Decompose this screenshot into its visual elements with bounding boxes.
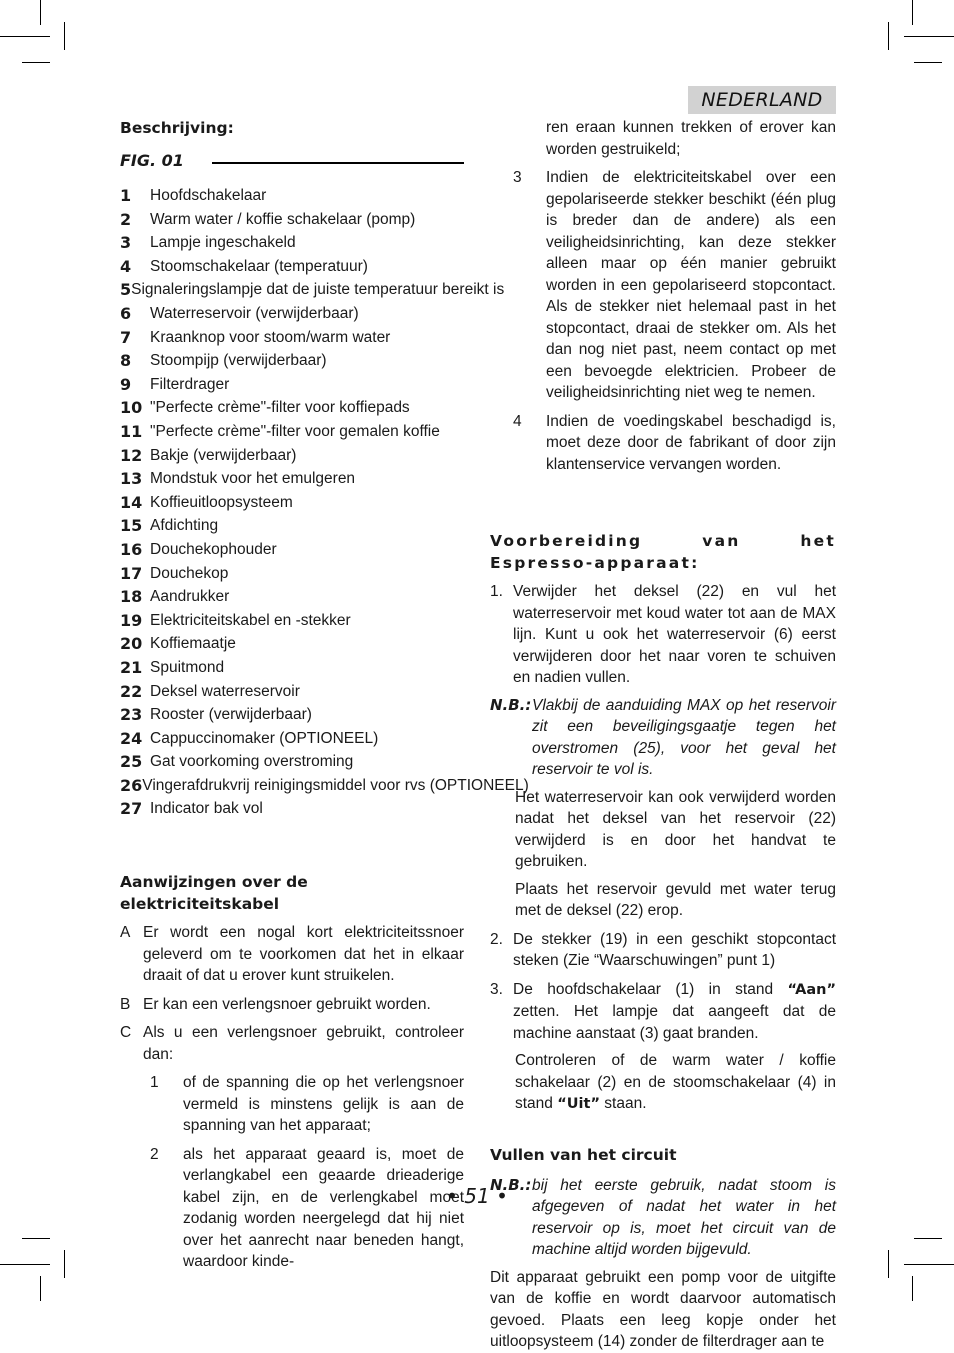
part-name: Hoofdschakelaar <box>150 187 267 205</box>
part-name: Bakje (verwijderbaar) <box>150 446 297 464</box>
part-number: 7 <box>120 327 132 347</box>
prep-step-3 <box>490 979 836 1045</box>
part-name: Gat voorkoming overstroming <box>150 753 354 771</box>
check-text-part: Controleren of de warm water / koffie schakelaar (2) en de stoomschakelaar (4) in stand <box>515 1052 836 1112</box>
part-item <box>120 609 464 633</box>
part-name: Koffiemaatje <box>150 635 236 653</box>
part-number: 16 <box>120 539 143 559</box>
part-item <box>120 444 464 468</box>
part-item <box>120 679 464 703</box>
note-1 <box>490 695 836 781</box>
part-item <box>120 231 464 255</box>
note-key: N.B.: <box>490 695 532 714</box>
part-name: Aandrukker <box>150 588 230 606</box>
part-name: Koffieuitloopsysteem <box>150 493 293 511</box>
step-text: Verwijder het deksel (22) en vul het waterreservoir met koud water tot aan de MAX lijn. Kunt u ook het waterreservoir (6) eerst verwijderen door het naar voren te schuiven en nadien vullen. <box>513 583 836 686</box>
cable-sublist-cont <box>490 167 836 475</box>
part-name: Warm water / koffie schakelaar (pomp) <box>150 210 416 228</box>
note-key: N.B.: <box>490 1175 532 1194</box>
crop-mark <box>914 1238 942 1239</box>
part-item <box>120 184 464 208</box>
cable-subitem <box>513 411 836 476</box>
part-item <box>120 491 464 515</box>
part-name: Vingerafdrukvrij reinigingsmiddel voor rvs (OPTIONEEL) <box>142 776 529 794</box>
crop-mark <box>904 1264 954 1265</box>
crop-mark <box>888 1250 889 1278</box>
replace-text: Plaats het reservoir gevuld met water terug met de deksel (22) erop. <box>515 880 836 919</box>
crop-mark <box>0 1264 50 1265</box>
item-label: 2 <box>150 1145 159 1163</box>
item-text: als het apparaat geaard is, moet de verlangkabel een geaarde drieaderige kabel zijn, en de verlengkabel moet zodanig worden neergelegd dat hij niet over het aanrecht naar beneden hangt, waardoor kinde- <box>183 1145 464 1271</box>
crop-mark <box>40 0 41 25</box>
item-label: B <box>120 995 131 1013</box>
fig-label: FIG. 01 <box>120 151 184 171</box>
part-item <box>120 278 505 302</box>
description-heading: Beschrijving: <box>120 119 234 137</box>
part-name: Stoompijp (verwijderbaar) <box>150 352 327 370</box>
part-name: Spuitmond <box>150 658 225 676</box>
part-item <box>120 656 464 680</box>
crop-mark <box>914 62 942 63</box>
part-number: 24 <box>120 728 143 748</box>
item-label: 4 <box>513 412 522 430</box>
item-text: Er kan een verlengsnoer gebruikt worden. <box>143 995 431 1013</box>
part-name: "Perfecte crème"-filter voor gemalen koffie <box>150 422 440 440</box>
part-item <box>120 727 464 751</box>
crop-mark <box>912 0 913 25</box>
language-tab: NEDERLAND <box>688 86 836 114</box>
cable-heading: Aanwijzingen over de elektriciteitskabel <box>120 873 308 914</box>
prep-step-1 <box>490 581 836 689</box>
part-item <box>120 326 464 350</box>
cable-list <box>120 922 464 1065</box>
part-number: 6 <box>120 304 132 324</box>
cable-item <box>120 994 464 1016</box>
part-number: 8 <box>120 351 132 371</box>
part-name: Deksel waterreservoir <box>150 682 300 700</box>
part-number: 19 <box>120 610 143 630</box>
part-item <box>120 349 464 373</box>
part-name: Signaleringslampje dat de juiste temperatuur bereikt is <box>131 281 505 299</box>
part-name: "Perfecte crème"-filter voor koffiepads <box>150 399 410 417</box>
crop-mark <box>22 62 50 63</box>
pump-text: Dit apparaat gebruikt een pomp voor de uitgifte van de koffie en wordt daarvoor automatisch gevoed. Plaats een leeg kopje onder het uitloopsysteem (14) zonder de filterdrager aan te <box>490 1268 836 1350</box>
part-item <box>120 514 464 538</box>
part-number: 14 <box>120 492 143 512</box>
step-number: 2. <box>490 930 503 948</box>
part-item <box>120 420 464 444</box>
cable-subitem <box>513 167 836 404</box>
crop-mark <box>40 1276 41 1301</box>
part-number: 17 <box>120 563 143 583</box>
part-name: Waterreservoir (verwijderbaar) <box>150 305 359 323</box>
part-item <box>120 467 464 491</box>
cable-item <box>120 1022 464 1065</box>
part-name: Cappuccinomaker (OPTIONEEL) <box>150 729 379 747</box>
crop-mark <box>64 22 65 50</box>
part-item <box>120 396 464 420</box>
check-text <box>490 1050 836 1116</box>
note-text: Vlakbij de aanduiding MAX op het reservoir zit een beveiligingsgaatje tegen het overstromen (25), voor het geval het reservoir te vol is. <box>532 696 836 778</box>
crop-mark <box>22 1238 50 1239</box>
part-number: 15 <box>120 516 143 536</box>
prep-heading: Voorbereiding van het Espresso-apparaat: <box>490 532 836 572</box>
item-label: A <box>120 924 131 942</box>
part-name: Kraanknop voor stoom/warm water <box>150 328 391 346</box>
part-name: Filterdrager <box>150 375 230 393</box>
check-text-part: staan. <box>599 1095 647 1112</box>
right-column <box>490 117 836 1353</box>
note-text: bij het eerste gebruik, nadat stoom is afgegeven of nadat het water in het reservoir op is, moet het circuit van de machine altijd worden bijgevuld. <box>532 1176 836 1258</box>
cable-sublist <box>120 1072 464 1273</box>
part-number: 5 <box>120 280 132 300</box>
item-text: of de spanning die op het verlengsnoer vermeld is minstens gelijk is aan de spanning van het apparaat; <box>183 1074 464 1135</box>
item-label: 1 <box>150 1074 159 1092</box>
step-number: 1. <box>490 583 503 600</box>
step-text-part: De hoofdschakelaar (1) in stand <box>513 980 788 998</box>
item-text: Indien de elektriciteitskabel over een gepolariseerde stekker beschikt (één plug is breder dan de andere) als een veiligheidsinrichting, kan deze stekker alleen maar op één manier gebruikt worden in een gepolariseerd stopcontact. Als de stekker niet helemaal past in het stopcontact, draai de stekker om. Als het dan nog niet past, neem contact op met een bevoegde elektricien. Probeer de veiligheidsinrichting niet weg te nemen. <box>546 169 836 401</box>
part-item <box>120 538 464 562</box>
part-name: Afdichting <box>150 517 219 535</box>
continued-text: ren eraan kunnen trekken of erover kan worden gestruikeld; <box>546 119 836 158</box>
item-text: Als u een verlengsnoer gebruikt, controleer dan: <box>143 1024 464 1063</box>
part-number: 23 <box>120 705 143 725</box>
state-off: “Uit” <box>557 1096 600 1112</box>
cable-subitem <box>150 1072 464 1137</box>
part-number: 13 <box>120 469 143 489</box>
part-number: 4 <box>120 256 132 276</box>
part-name: Elektriciteitskabel en -stekker <box>150 611 351 629</box>
part-number: 26 <box>120 775 143 795</box>
part-number: 22 <box>120 681 143 701</box>
part-item <box>120 797 464 821</box>
part-number: 2 <box>120 209 132 229</box>
part-name: Douchekophouder <box>150 540 277 558</box>
part-item <box>120 302 464 326</box>
part-item <box>120 562 464 586</box>
part-name: Lampje ingeschakeld <box>150 234 296 252</box>
part-name: Stoomschakelaar (temperatuur) <box>150 257 368 275</box>
part-item <box>120 774 529 798</box>
item-text: Er wordt een nogal kort elektriciteitssnoer geleverd om te voorkomen dat het in elkaar draait of dat u erover kunt struikelen. <box>143 924 464 985</box>
part-number: 1 <box>120 186 132 206</box>
item-text: Indien de voedingskabel beschadigd is, moet deze door de fabrikant of door zijn klantenservice vervangen worden. <box>546 412 836 473</box>
crop-mark <box>904 36 954 37</box>
item-label: 3 <box>513 169 522 186</box>
part-item <box>120 632 464 656</box>
remove-text: Het waterreservoir kan ook verwijderd worden nadat het deksel van het reservoir (22) verwijderd is en door het handvat te gebruiken. <box>515 788 836 870</box>
page-number: • 51 • <box>446 1184 508 1208</box>
cable-item <box>120 922 464 987</box>
part-number: 9 <box>120 374 132 394</box>
part-item <box>120 373 464 397</box>
crop-mark <box>0 36 50 37</box>
part-number: 11 <box>120 421 143 441</box>
step-text-part: zetten. Het lampje dat aangeeft dat de machine aanstaat (3) gaat branden. <box>513 1003 836 1042</box>
part-name: Rooster (verwijderbaar) <box>150 706 312 724</box>
cable-subitem <box>150 1144 464 1273</box>
fill-heading: Vullen van het circuit <box>490 1145 677 1164</box>
step-number: 3. <box>490 980 503 998</box>
step-text <box>513 979 836 1045</box>
crop-mark <box>888 22 889 50</box>
part-item <box>120 208 464 232</box>
crop-mark <box>64 1250 65 1278</box>
item-label: C <box>120 1024 132 1042</box>
step-text: De stekker (19) in een geschikt stopcontact steken (Zie “Waarschuwingen” punt 1) <box>513 930 836 969</box>
part-number: 18 <box>120 587 143 607</box>
part-number: 27 <box>120 799 143 819</box>
part-number: 12 <box>120 445 143 465</box>
part-item <box>120 703 464 727</box>
part-item <box>120 585 464 609</box>
part-item <box>120 255 464 279</box>
fig-label-row <box>120 149 464 173</box>
fig-rule <box>212 162 464 164</box>
part-number: 3 <box>120 233 132 253</box>
part-number: 10 <box>120 398 143 418</box>
part-name: Indicator bak vol <box>150 800 263 818</box>
part-number: 20 <box>120 634 143 654</box>
part-number: 25 <box>120 752 143 772</box>
part-name: Douchekop <box>150 564 229 582</box>
crop-mark <box>912 1276 913 1301</box>
state-on: “Aan” <box>787 981 836 998</box>
part-number: 21 <box>120 657 143 677</box>
prep-step-2 <box>490 929 836 972</box>
part-name: Mondstuk voor het emulgeren <box>150 470 356 488</box>
part-item <box>120 750 464 774</box>
